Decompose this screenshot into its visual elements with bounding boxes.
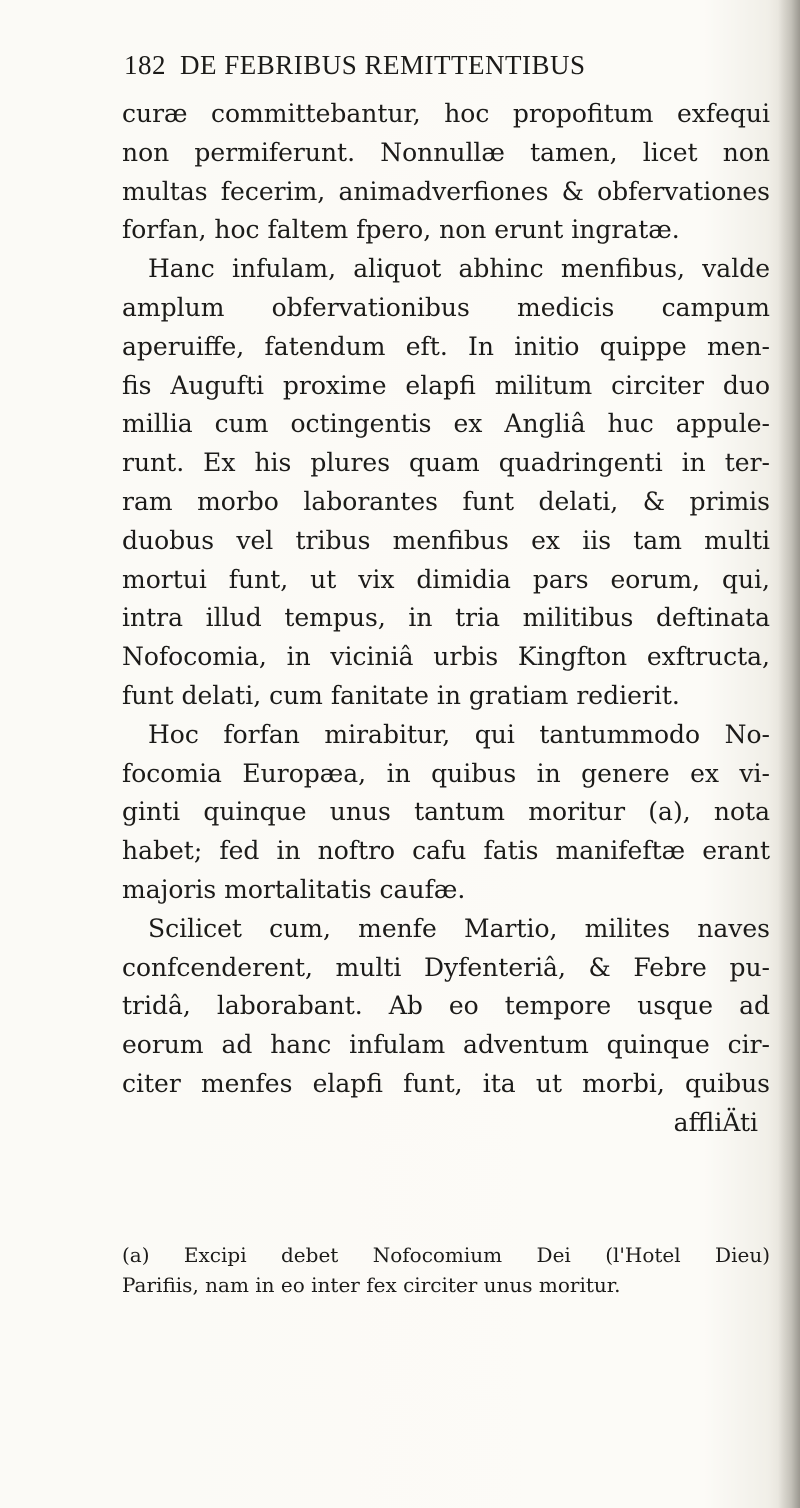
text-line-6: amplum obfervationibus medicis campum [122,292,770,322]
text-line-7: aperuiffe, fatendum eft. In initio quippe men- [122,331,770,361]
running-title: DE FEBRIBUS REMITTENTIBUS [180,50,586,80]
body-text [122,95,770,1143]
text-line-26: citer menfes elapfi funt, ita ut morbi, quibus [122,1068,770,1098]
text-line-15: Nofocomia, in viciniâ urbis Kingfton exftructa, [122,642,770,672]
text-line-10: runt. Ex his plures quam quadringenti in ter- [122,448,770,478]
text-line-12: duobus vel tribus menfibus ex iis tam multi [122,525,770,555]
text-line-1: curæ committebantur, hoc propofitum exfequi [122,99,770,128]
text-line-14: intra illud tempus, in tria militibus deftinata [122,603,770,633]
catchword: affliÄti [673,1107,758,1137]
footnote [122,1240,770,1300]
text-line-9: millia cum octingentis ex Angliâ huc appule- [122,409,770,439]
text-line-11: ram morbo laborantes funt delati, & primis [122,486,770,516]
text-line-4: forfan, hoc faltem fpero, non erunt ingratæ. [122,215,680,245]
text-line-25: eorum ad hanc infulam adventum quinque cir- [122,1030,770,1060]
text-line-8: fis Augufti proxime elapfi militum circiter duo [122,370,770,400]
page-number: 182 [124,50,166,80]
text-line-24: tridâ, laborabant. Ab eo tempore usque ad [122,991,770,1021]
running-head [124,50,764,81]
text-line-16: funt delati, cum fanitate in gratiam redierit. [122,680,680,710]
text-line-3: multas fecerim, animadverfiones & obfervationes [122,176,770,206]
footnote-line-2: Parifiis, nam in eo inter fex circiter unus moritur. [122,1273,621,1297]
footnote-line-1: (a) Excipi debet Nofocomium Dei (l'Hotel Dieu) [122,1243,770,1267]
page-edge-shadow [778,0,800,1508]
text-line-23: confcenderent, multi Dyfenteriâ, & Febre pu- [122,952,770,982]
text-line-2: non permiferunt. Nonnullæ tamen, licet non [122,137,770,167]
text-line-21: majoris mortalitatis caufæ. [122,874,466,904]
text-line-22: Scilicet cum, menfe Martio, milites naves [148,913,770,943]
text-line-17: Hoc forfan mirabitur, qui tantummodo No- [148,719,770,749]
text-line-19: ginti quinque unus tantum moritur (a), nota [122,797,770,827]
text-line-18: focomia Europæa, in quibus in genere ex vi- [122,758,770,788]
text-line-20: habet; fed in noftro cafu fatis manifeftæ erant [122,836,770,866]
text-line-5: Hanc infulam, aliquot abhinc menfibus, valde [148,254,770,284]
text-line-13: mortui funt, ut vix dimidia pars eorum, qui, [122,564,770,594]
